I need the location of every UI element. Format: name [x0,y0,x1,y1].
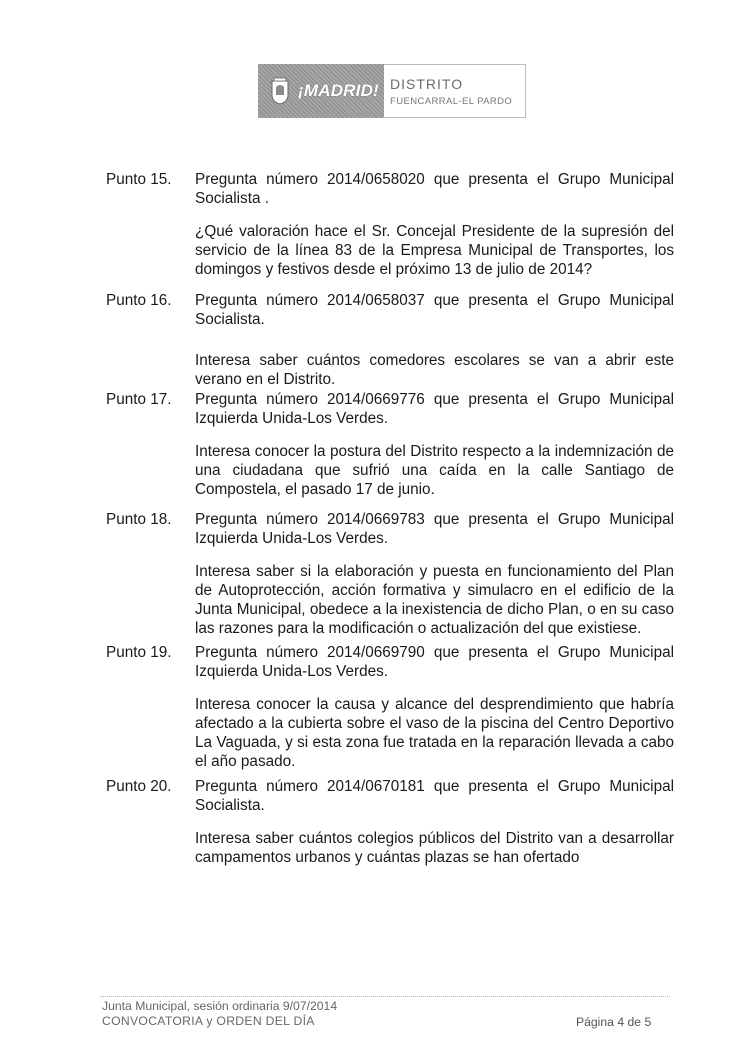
item-number: Punto 16. [106,292,172,309]
item-question: Pregunta número 2014/0658020 que presenta el Grupo Municipal Socialista . [195,171,674,207]
item-body [195,643,674,783]
item-body [195,390,674,511]
item-detail: Interesa saber cuántos colegios públicos del Distrito van a desarrollar campamentos urbanos y cuántas plazas se han ofertado [195,830,674,866]
page-number: Página 4 de 5 [576,1015,652,1029]
header-logo [258,64,526,118]
item-body [195,777,674,879]
item-question: Pregunta número 2014/0658037 que presenta el Grupo Municipal Socialista. [195,292,674,328]
footer-divider [100,996,670,997]
item-question: Pregunta número 2014/0669776 que presenta el Grupo Municipal Izquierda Unida-Los Verdes. [195,391,674,427]
item-number: Punto 18. [106,511,172,528]
footer-document-title: CONVOCATORIA y ORDEN DEL DÍA [102,1014,315,1028]
district-heading: DISTRITO [390,75,464,92]
item-detail: Interesa saber si la elaboración y puesta en funcionamiento del Plan de Autoprotección, acción formativa y simulacro en el edificio de la Junta Municipal, obedece a la inexistencia de dicho Plan, o en su caso las razones para la modificación o actualización del que existiese. [195,563,674,637]
item-body [195,291,674,401]
logo-mark [258,64,384,118]
item-number: Punto 20. [106,778,172,795]
district-name: FUENCARRAL-EL PARDO [390,95,513,107]
item-number: Punto 15. [106,171,172,188]
item-body [195,510,674,650]
item-detail: Interesa conocer la postura del Distrito respecto a la indemnización de una ciudadana que sufrió una caída en la calle Santiago de Compostela, el pasado 17 de junio. [195,443,674,498]
logo-wordmark: ¡MADRID! [298,81,379,100]
item-detail: Interesa saber cuántos comedores escolares se van a abrir este verano en el Distrito. [195,352,674,388]
item-question: Pregunta número 2014/0669790 que presenta el Grupo Municipal Izquierda Unida-Los Verdes. [195,644,674,680]
madrid-crest-icon [270,76,290,106]
item-number: Punto 19. [106,644,172,661]
item-detail: ¿Qué valoración hace el Sr. Concejal Presidente de la supresión del servicio de la línea 83 de la Empresa Municipal de Transportes, los domingos y festivos desde el próximo 13 de julio de 2014? [195,223,674,278]
item-number: Punto 17. [106,391,172,408]
district-box [384,64,526,118]
item-body [195,170,674,291]
item-detail: Interesa conocer la causa y alcance del desprendimiento que habría afectado a la cubierta sobre el vaso de la piscina del Centro Deportivo La Vaguada, y si esta zona fue tratada en la reparación llevada a cabo el año pasado. [195,696,674,770]
item-question: Pregunta número 2014/0670181 que presenta el Grupo Municipal Socialista. [195,778,674,814]
footer-session: Junta Municipal, sesión ordinaria 9/07/2014 [102,999,338,1013]
item-question: Pregunta número 2014/0669783 que presenta el Grupo Municipal Izquierda Unida-Los Verdes. [195,511,674,547]
